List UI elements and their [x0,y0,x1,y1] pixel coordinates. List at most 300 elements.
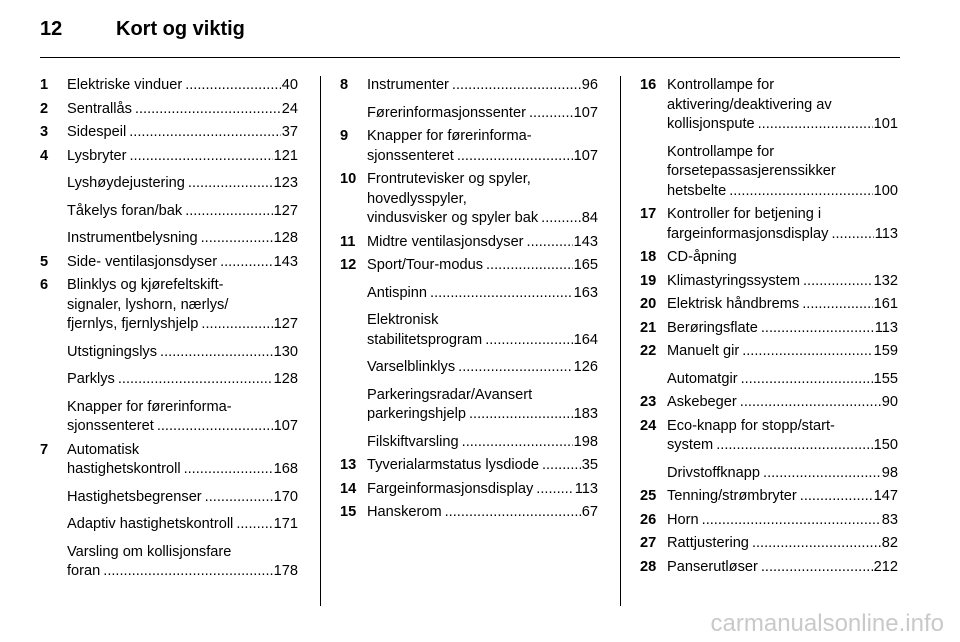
index-column-3 [640,76,898,581]
entry-page-ref[interactable]: 107 [273,418,298,434]
index-entry [340,170,598,229]
entry-leader-line [367,76,598,96]
entry-page-ref[interactable]: 183 [573,406,598,422]
entry-page-ref[interactable]: 35 [581,457,598,473]
entry-text: parkeringshjelp [367,406,466,422]
index-entry [340,233,598,253]
entry-body [67,343,298,363]
entry-leader-line [67,253,298,273]
entry-page-ref[interactable]: 100 [873,182,898,199]
entry-page-ref[interactable]: 98 [881,464,898,481]
dot-leader [761,558,873,578]
entry-text: Berøringsflate [667,319,758,336]
entry-text: Parkeringsradar/Avansert [367,386,533,403]
entry-body [667,205,898,244]
entry-text: Kontrollampe for [667,77,775,93]
dot-leader [541,209,581,229]
entry-leader-line [667,558,898,578]
index-entry [40,253,298,273]
index-entry [640,248,898,268]
entry-body [367,386,598,425]
entry-body [667,393,898,413]
entry-text: fargeinformasjonsdisplay [667,225,829,242]
index-entry [40,202,298,222]
entry-text: Askebeger [667,394,737,410]
index-entry [340,386,598,425]
entry-text: Drivstoffknapp [667,464,761,481]
entry-number: 26 [640,511,657,528]
entry-number: 6 [40,277,49,293]
entry-body [667,295,898,315]
index-entry [340,104,598,124]
entry-page-ref[interactable]: 170 [273,488,298,505]
entry-leader-line [367,456,598,476]
entry-body [67,515,298,535]
entry-text: forsetepassasjerenssikker [667,163,836,179]
entry-text: Automatgir [667,370,738,387]
dot-leader [752,534,881,554]
entry-text: sjonssenteret [367,147,454,164]
dot-leader [462,433,573,453]
entry-body [667,319,898,339]
entry-text: signaler, lyshorn, nærlys/ [67,296,229,313]
entry-leader-line [67,370,298,390]
entry-number [340,284,367,304]
entry-text: Hastighetsbegrenser [67,488,202,505]
dot-leader [486,256,573,276]
entry-number [640,143,667,202]
dot-leader [201,315,272,335]
index-entry [340,284,598,304]
entry-page-ref[interactable]: 67 [581,504,598,520]
index-entry [40,343,298,363]
entry-text: Blinklys og kjørefeltskift- [67,277,224,293]
entry-leader-line [67,417,298,437]
dot-leader [188,174,273,194]
index-entry [340,456,598,476]
dot-leader [452,76,581,96]
entry-leader-line [367,405,598,425]
entry-text: Sentrallås [67,100,132,117]
entry-body [667,558,898,578]
entry-body [67,202,298,222]
index-entry [340,503,598,523]
entry-body [367,256,598,276]
index-entry [40,229,298,249]
entry-text: Side- ventilasjonsdyser [67,253,218,270]
entry-text: hovedlysspyler, [367,190,467,207]
index-entry [640,487,898,507]
entry-leader-line [667,464,898,484]
entry-body [367,456,598,476]
dot-leader [741,370,873,390]
entry-body [367,104,598,124]
entry-text: Manuelt gir [667,343,740,359]
dot-leader [485,331,572,351]
index-entry [340,256,598,276]
entry-text: Automatisk [67,441,140,458]
index-entry [340,358,598,378]
entry-leader-line [667,436,898,456]
entry-text: fjernlys, fjernlyshjelp [67,316,199,332]
entry-body [67,543,298,582]
dot-leader [430,284,573,304]
dot-leader [758,115,873,135]
entry-leader-line [67,100,298,120]
index-entry [40,370,298,390]
entry-number [340,386,367,425]
entry-number [40,515,67,535]
dot-leader [457,147,573,167]
entry-body [367,358,598,378]
entry-number: 8 [340,77,349,93]
entry-body [367,170,598,229]
entry-number: 2 [40,100,49,117]
entry-leader-line [67,315,298,335]
entry-number: 28 [640,558,657,575]
dot-leader [184,460,273,480]
entry-number: 24 [640,417,657,434]
entry-page-ref[interactable]: 84 [581,210,598,226]
entry-text: CD-åpning [667,249,737,265]
entry-page-ref[interactable]: 165 [573,257,598,273]
dot-leader [160,343,273,363]
entry-leader-line [667,319,898,339]
entry-body [67,229,298,249]
entry-text: Tenning/strømbryter [667,488,797,504]
index-entry [640,295,898,315]
entry-number: 9 [340,128,349,144]
entry-leader-line [667,393,898,413]
entry-page-ref[interactable]: 128 [273,230,298,246]
entry-number [40,488,67,508]
entry-leader-line [667,295,898,315]
column-divider [320,76,321,606]
entry-number [340,433,367,453]
entry-page-ref[interactable]: 143 [273,253,298,270]
entry-number: 16 [640,77,657,93]
entry-body [67,398,298,437]
dot-leader [542,456,581,476]
index-entry [340,76,598,96]
entry-text: Frontrutevisker og spyler, [367,171,531,187]
entry-page-ref[interactable]: 198 [573,433,598,450]
index-entry [640,393,898,413]
entry-leader-line [367,331,598,351]
entry-page-ref[interactable]: 107 [573,104,598,121]
entry-page-ref[interactable]: 123 [273,175,298,191]
dot-leader [529,104,573,124]
entry-page-ref[interactable]: 163 [573,284,598,301]
entry-leader-line [67,76,298,96]
entry-leader-line [67,202,298,222]
entry-number [640,370,667,390]
entry-leader-line [67,229,298,249]
entry-page-ref[interactable]: 113 [874,225,898,242]
entry-number: 7 [40,441,49,458]
entry-text: Rattjustering [667,535,749,551]
entry-text: sjonssenteret [67,418,154,434]
index-entry [40,100,298,120]
entry-body [367,480,598,500]
dot-leader [742,342,872,362]
entry-number: 12 [340,257,357,273]
entry-leader-line [667,511,898,531]
entry-leader-line [367,104,598,124]
entry-leader-line [367,358,598,378]
entry-text: Horn [667,511,699,528]
dot-leader [458,358,573,378]
entry-text: Parklys [67,371,115,387]
dot-leader [702,511,881,531]
index-column-1 [40,76,298,586]
entry-body [67,100,298,120]
entry-leader-line [67,460,298,480]
entry-number: 11 [340,233,356,250]
entry-text: Varsling om kollisjonsfare [67,543,232,560]
entry-page-ref[interactable]: 128 [273,371,298,387]
entry-number: 18 [640,249,657,265]
entry-page-ref[interactable]: 155 [873,370,898,387]
entry-page-ref[interactable]: 130 [273,343,298,360]
entry-text: Elektrisk håndbrems [667,296,800,312]
entry-number: 3 [40,124,49,140]
entry-page-ref[interactable]: 101 [873,116,898,132]
entry-leader-line [667,370,898,390]
dot-leader [103,562,272,582]
entry-text: Sidespeil [67,124,127,140]
entry-leader-line [67,343,298,363]
index-entry [340,480,598,500]
entry-text: Eco-knapp for stopp/start- [667,417,835,434]
dot-leader [716,436,872,456]
entry-body [667,511,898,531]
dot-leader [129,147,272,167]
entry-text: Elektronisk [367,312,439,328]
entry-text: Antispinn [367,284,428,301]
entry-text: Kontroller for betjening i [667,206,822,222]
entry-body [667,464,898,484]
dot-leader [236,515,272,535]
entry-page-ref[interactable]: 121 [273,147,298,164]
dot-leader [763,464,881,484]
entry-page-ref[interactable]: 143 [573,233,598,250]
entry-body [67,174,298,194]
entry-text: Kontrollampe for [667,143,775,160]
entry-text: Klimastyringssystem [667,272,800,289]
entry-page-ref[interactable]: 178 [273,563,298,579]
entry-number [40,202,67,222]
index-entry [640,272,898,292]
entry-number [40,370,67,390]
entry-page-ref[interactable]: 171 [273,516,298,532]
index-entry [640,76,898,135]
watermark: carmanualsonline.info [710,610,944,637]
entry-leader-line [67,515,298,535]
index-entry [640,464,898,484]
dot-leader [201,229,273,249]
entry-number: 4 [40,147,49,164]
dot-leader [129,123,281,143]
entry-body [367,233,598,253]
entry-leader-line [667,272,898,292]
entry-number: 17 [640,206,657,222]
entry-page-ref[interactable]: 82 [881,535,898,551]
entry-text: Lyshøydejustering [67,175,185,191]
entry-number [40,398,67,437]
index-entry [640,511,898,531]
entry-body [67,253,298,273]
entry-page-ref[interactable]: 212 [873,558,898,575]
entry-number [340,311,367,350]
entry-body [667,534,898,554]
entry-page-ref[interactable]: 150 [873,437,898,453]
dot-leader [469,405,573,425]
entry-number: 15 [340,504,357,520]
entry-leader-line [367,480,598,500]
entry-text: Instrumenter [367,77,449,93]
entry-text: Midtre ventilasjonsdyser [367,233,524,250]
column-divider [620,76,621,606]
entry-leader-line [367,209,598,229]
entry-body [67,370,298,390]
entry-body [667,248,898,268]
entry-leader-line [367,284,598,304]
entry-number: 21 [640,319,657,336]
entry-page-ref[interactable]: 161 [873,296,898,312]
entry-text: Tyverialarmstatus lysdiode [367,457,539,473]
entry-text: aktivering/deaktivering av [667,96,832,113]
entry-text: hastighetskontroll [67,461,181,477]
dot-leader [729,182,872,202]
entry-page-ref[interactable]: 24 [281,100,298,117]
index-entry [40,76,298,96]
index-entry [640,534,898,554]
entry-leader-line [667,534,898,554]
page-title: Kort og viktig [116,18,245,40]
entry-text: Adaptiv hastighetskontroll [67,516,234,532]
entry-number [40,174,67,194]
index-entry [640,205,898,244]
entry-body [667,143,898,202]
index-entry [40,276,298,335]
entry-page-ref[interactable]: 168 [273,461,298,477]
entry-leader-line [667,115,898,135]
entry-leader-line [367,147,598,167]
dot-leader [802,295,872,315]
entry-leader-line [667,487,898,507]
entry-body [667,76,898,135]
entry-number: 5 [40,253,49,270]
entry-page-ref[interactable]: 83 [881,511,898,528]
dot-leader [135,100,281,120]
entry-body [367,284,598,304]
page-header [40,18,900,58]
entry-number: 13 [340,457,357,473]
page-number: 12 [40,18,63,40]
entry-text: Instrumentbelysning [67,230,198,246]
dot-leader [118,370,273,390]
entry-number: 20 [640,296,657,312]
entry-leader-line [67,174,298,194]
entry-number [40,343,67,363]
entry-page-ref[interactable]: 147 [873,488,898,504]
entry-body [367,433,598,453]
entry-page-ref[interactable]: 107 [573,147,598,164]
index-entry [40,515,298,535]
entry-number [40,229,67,249]
entry-page-ref[interactable]: 113 [874,319,898,336]
dot-leader [831,225,873,245]
entry-body [67,76,298,96]
dot-leader [205,488,273,508]
entry-page-ref[interactable]: 127 [273,202,298,219]
entry-body [67,441,298,480]
entry-page-ref[interactable]: 96 [581,77,598,93]
entry-text: Varselblinklys [367,359,456,375]
index-entry [640,417,898,456]
entry-leader-line [367,233,598,253]
entry-number [340,104,367,124]
index-entry [640,319,898,339]
dot-leader [740,393,881,413]
dot-leader [185,202,272,222]
entry-page-ref[interactable]: 37 [281,124,298,140]
entry-page-ref[interactable]: 90 [881,394,898,410]
index-entry [340,433,598,453]
entry-text: kollisjonspute [667,116,755,132]
entry-page-ref[interactable]: 127 [273,316,298,332]
entry-text: Filskiftvarsling [367,433,459,450]
dot-leader [536,480,573,500]
entry-page-ref[interactable]: 132 [873,272,898,289]
entry-body [67,123,298,143]
entry-page-ref[interactable]: 164 [573,331,598,348]
entry-number: 1 [40,77,49,93]
entry-page-ref[interactable]: 126 [573,359,598,375]
entry-leader-line [367,503,598,523]
entry-text: Knapper for førerinforma- [67,398,232,415]
entry-page-ref[interactable]: 113 [574,480,598,497]
entry-text: stabilitetsprogram [367,331,483,348]
index-entry [640,342,898,362]
entry-text: Lysbryter [67,147,127,164]
entry-body [367,127,598,166]
index-entry [340,311,598,350]
entry-number: 27 [640,535,657,551]
entry-leader-line [667,225,898,245]
index-entry [40,488,298,508]
entry-page-ref[interactable]: 40 [281,77,298,93]
entry-text: foran [67,563,101,579]
entry-text: vindusvisker og spyler bak [367,210,539,226]
entry-leader-line [367,256,598,276]
dot-leader [761,319,874,339]
entry-number [340,358,367,378]
index-entry [40,398,298,437]
dot-leader [157,417,273,437]
entry-body [667,370,898,390]
entry-text: Førerinformasjonssenter [367,104,526,121]
entry-number: 19 [640,272,657,289]
entry-page-ref[interactable]: 159 [873,343,898,359]
entry-leader-line [67,147,298,167]
entry-body [367,76,598,96]
entry-leader-line [667,182,898,202]
entry-number [640,464,667,484]
entry-body [367,311,598,350]
entry-text: Tåkelys foran/bak [67,202,183,219]
